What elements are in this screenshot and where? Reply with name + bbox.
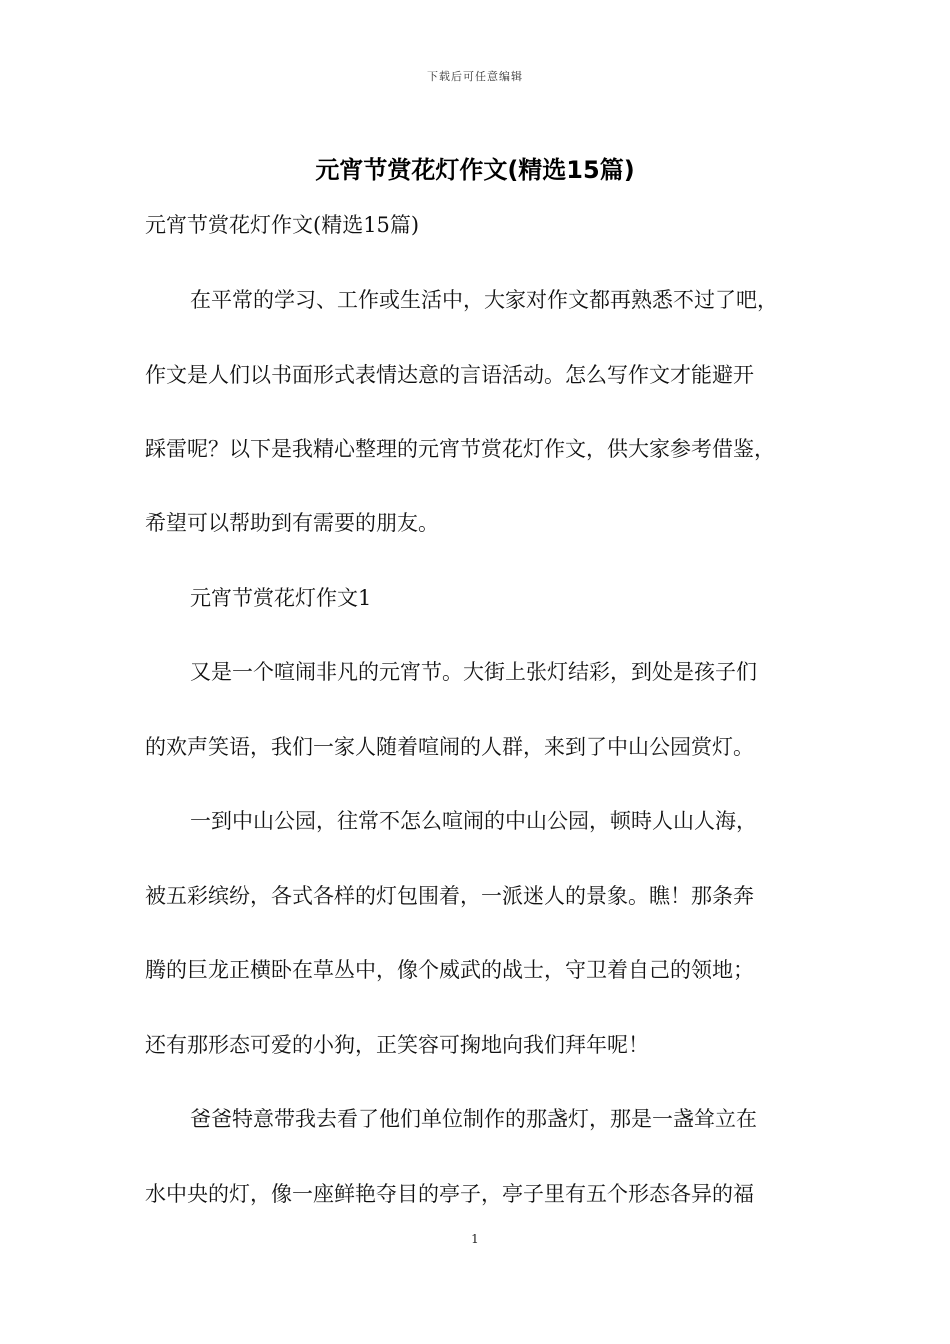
paragraph-line: 爸爸特意带我去看了他们单位制作的那盏灯，那是一盏耸立在 (190, 1107, 757, 1131)
paragraph-line: 作文是人们以书面形式表情达意的言语活动。怎么写作文才能避开 (145, 363, 754, 387)
paragraph-line: 的欢声笑语，我们一家人随着喧闹的人群，来到了中山公园赏灯。 (145, 735, 754, 759)
page-number: 1 (471, 1232, 479, 1246)
paragraph-line: 水中央的灯，像一座鲜艳夺目的亭子，亭子里有五个形态各异的福 (145, 1182, 754, 1206)
paragraph-line: 又是一个喧闹非凡的元宵节。大街上张灯结彩，到处是孩子们 (190, 660, 757, 684)
paragraph-line: 一到中山公园，往常不怎么喧闹的中山公园，顿時人山人海， (190, 809, 757, 833)
header-note: 下载后可任意编辑 (427, 70, 523, 83)
paragraph-line: 还有那形态可爱的小狗，正笑容可掬地向我们拜年呢！ (145, 1033, 649, 1057)
paragraph-line: 希望可以帮助到有需要的朋友。 (145, 511, 439, 535)
paragraph-line: 在平常的学习、工作或生活中，大家对作文都再熟悉不过了吧， (190, 288, 778, 312)
paragraph-line: 被五彩缤纷，各式各样的灯包围着，一派迷人的景象。瞧！那条奔 (145, 884, 754, 908)
paragraph-line: 踩雷呢？以下是我精心整理的元宵节赏花灯作文，供大家参考借鉴， (145, 437, 775, 461)
section-heading: 元宵节赏花灯作文1 (190, 586, 372, 610)
paragraph-line: 腾的巨龙正横卧在草丛中，像个威武的战士，守卫着自己的领地； (145, 958, 754, 982)
document-title: 元宵节赏花灯作文(精选15篇) (315, 156, 635, 184)
subtitle-line: 元宵节赏花灯作文(精选15篇) (145, 213, 420, 237)
